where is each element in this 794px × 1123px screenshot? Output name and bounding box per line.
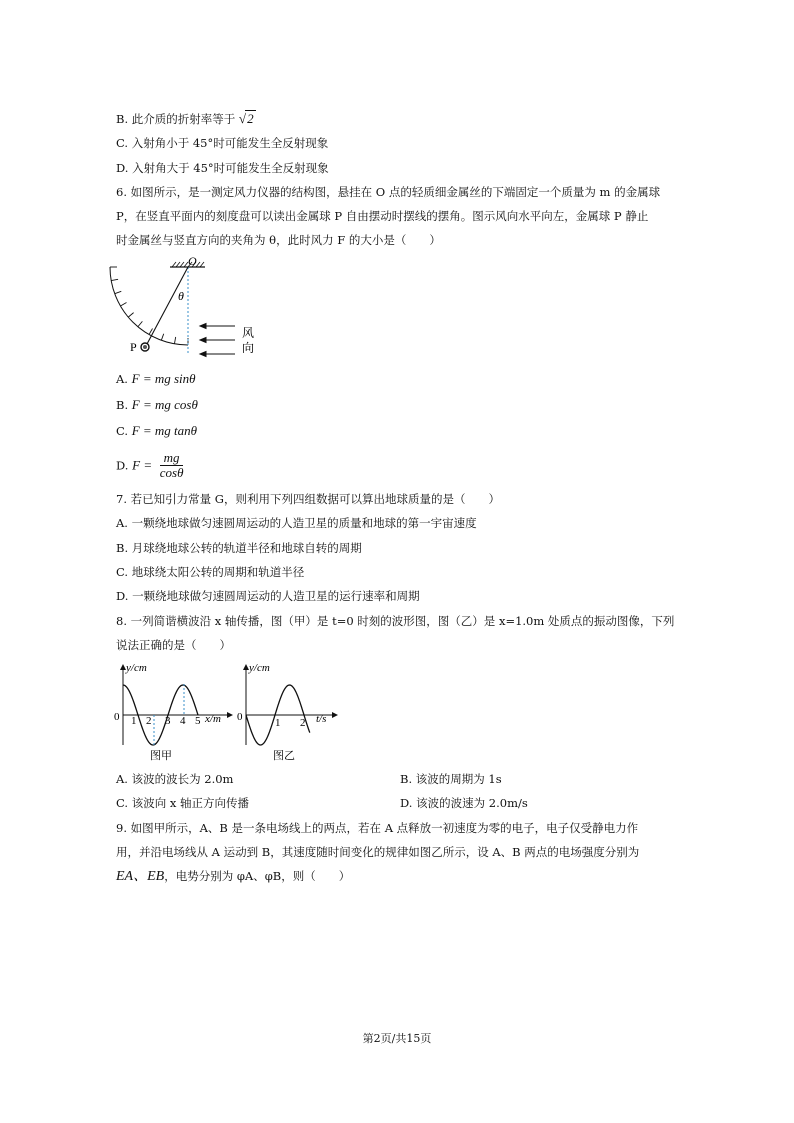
label-o: O [188,255,197,268]
sqrt-sign: √ [238,111,247,126]
tick-3: 3 [165,715,171,727]
fraction [160,451,184,480]
q5-option-b-text: B. 此介质的折射率等于 [116,112,236,126]
tick-1: 1 [131,715,137,727]
tick-2: 2 [146,715,152,727]
q7-option-b: B. 月球绕地球公转的轨道半径和地球自转的周期 [116,541,362,555]
option-expr: F = mg cosθ [131,397,198,412]
option-expr: F = mg tanθ [131,423,198,438]
scale-tick [111,279,118,280]
tick-1: 1 [275,717,281,729]
q9-stem-line3 [116,868,350,885]
scale-tick [138,321,142,326]
label-p: P [130,340,137,354]
axis-label-x: x/m [205,713,221,725]
q9-stem-line2: 用，并沿电场线从 A 运动到 B，其速度随时间变化的规律如图乙所示，设 A、B 两点的电场强度分别为 [116,845,640,859]
option-letter: A. [116,372,128,386]
q8-option-d: D. 该波的波速为 2.0m/s [400,796,528,810]
q8-stem-line2: 说法正确的是（ ） [116,638,231,652]
origin-label: 0 [114,711,120,723]
q8-option-c: C. 该波向 x 轴正方向传播 [116,796,249,810]
figure-caption: 图乙 [273,750,295,762]
q9-stem-rest: ，电势分别为 φA、φB，则（ ） [164,869,351,883]
scale-tick [128,313,133,317]
field-strength-symbols: EA、EB [116,869,165,884]
q6-stem-line1: 6. 如图所示，是一测定风力仪器的结构图，悬挂在 O 点的轻质细金属丝的下端固定一个质量为 m 的金属球 [116,185,661,199]
axis-label-y: y/cm [249,662,270,674]
q6-stem-line3: 时金属丝与竖直方向的夹角为 θ，此时风力 F 的大小是（ ） [116,233,441,247]
scale-tick [161,334,163,341]
q8-option-b: B. 该波的周期为 1s [400,772,502,786]
tick-4: 4 [180,715,186,727]
wind-meter-diagram [100,255,270,365]
q7-stem: 7. 若已知引力常量 G，则利用下列四组数据可以算出地球质量的是（ ） [116,492,500,506]
option-expr: F = mg sinθ [131,371,196,386]
wave-graph-a [110,660,235,765]
q6-option-d [116,451,183,480]
scale-tick [115,291,122,293]
q7-option-d: D. 一颗绕地球做匀速圆周运动的人造卫星的运行速率和周期 [116,589,420,603]
q7-option-c: C. 地球绕太阳公转的周期和轨道半径 [116,565,305,579]
option-letter: B. [116,398,129,412]
scale-tick [174,337,175,344]
page-footer: 第2页/共15页 [362,1032,432,1045]
figure-caption: 图甲 [150,750,172,762]
fraction-numerator: mg [160,451,184,466]
label-theta: θ [178,289,184,303]
q8-stem-line1: 8. 一列简谐横波沿 x 轴传播，图（甲）是 t=0 时刻的波形图，图（乙）是 x=1.0m 处质点的振动图像，下列 [116,614,675,628]
q5-option-b [116,110,256,127]
tick-2: 2 [300,717,306,729]
q8-option-a: A. 该波的波长为 2.0m [116,772,234,786]
option-expr: F = [132,457,153,473]
q5-option-d: D. 入射角大于 45°时可能发生全反射现象 [116,161,329,175]
q5-option-c: C. 入射角小于 45°时可能发生全反射现象 [116,136,329,150]
axis-label-x: t/s [316,713,327,725]
q9-stem-line1: 9. 如图甲所示，A、B 是一条电场线上的两点，若在 A 点释放一初速度为零的电子，电子仅受静电力作 [116,821,639,835]
fraction-denominator: cosθ [159,465,184,480]
option-letter: D. [116,458,129,473]
q6-option-a [116,371,196,387]
vibration-graph-b [233,660,343,765]
q6-option-b [116,397,198,413]
origin-label: 0 [237,711,243,723]
option-letter: C. [116,424,129,438]
label-wind-2: 向 [242,341,255,355]
tick-5: 5 [195,715,201,727]
label-wind-1: 风 [242,326,255,340]
q7-option-a: A. 一颗绕地球做匀速圆周运动的人造卫星的质量和地球的第一宇宙速度 [116,516,477,530]
q6-stem-line2: P，在竖直平面内的刻度盘可以读出金属球 P 自由摆动时摆线的摆角。图示风向水平向左，金属球 P 静止 [116,209,649,223]
sqrt-value: 2 [247,111,254,126]
scale-tick [120,303,126,307]
axis-label-y: y/cm [126,662,147,674]
q6-option-c [116,423,197,439]
